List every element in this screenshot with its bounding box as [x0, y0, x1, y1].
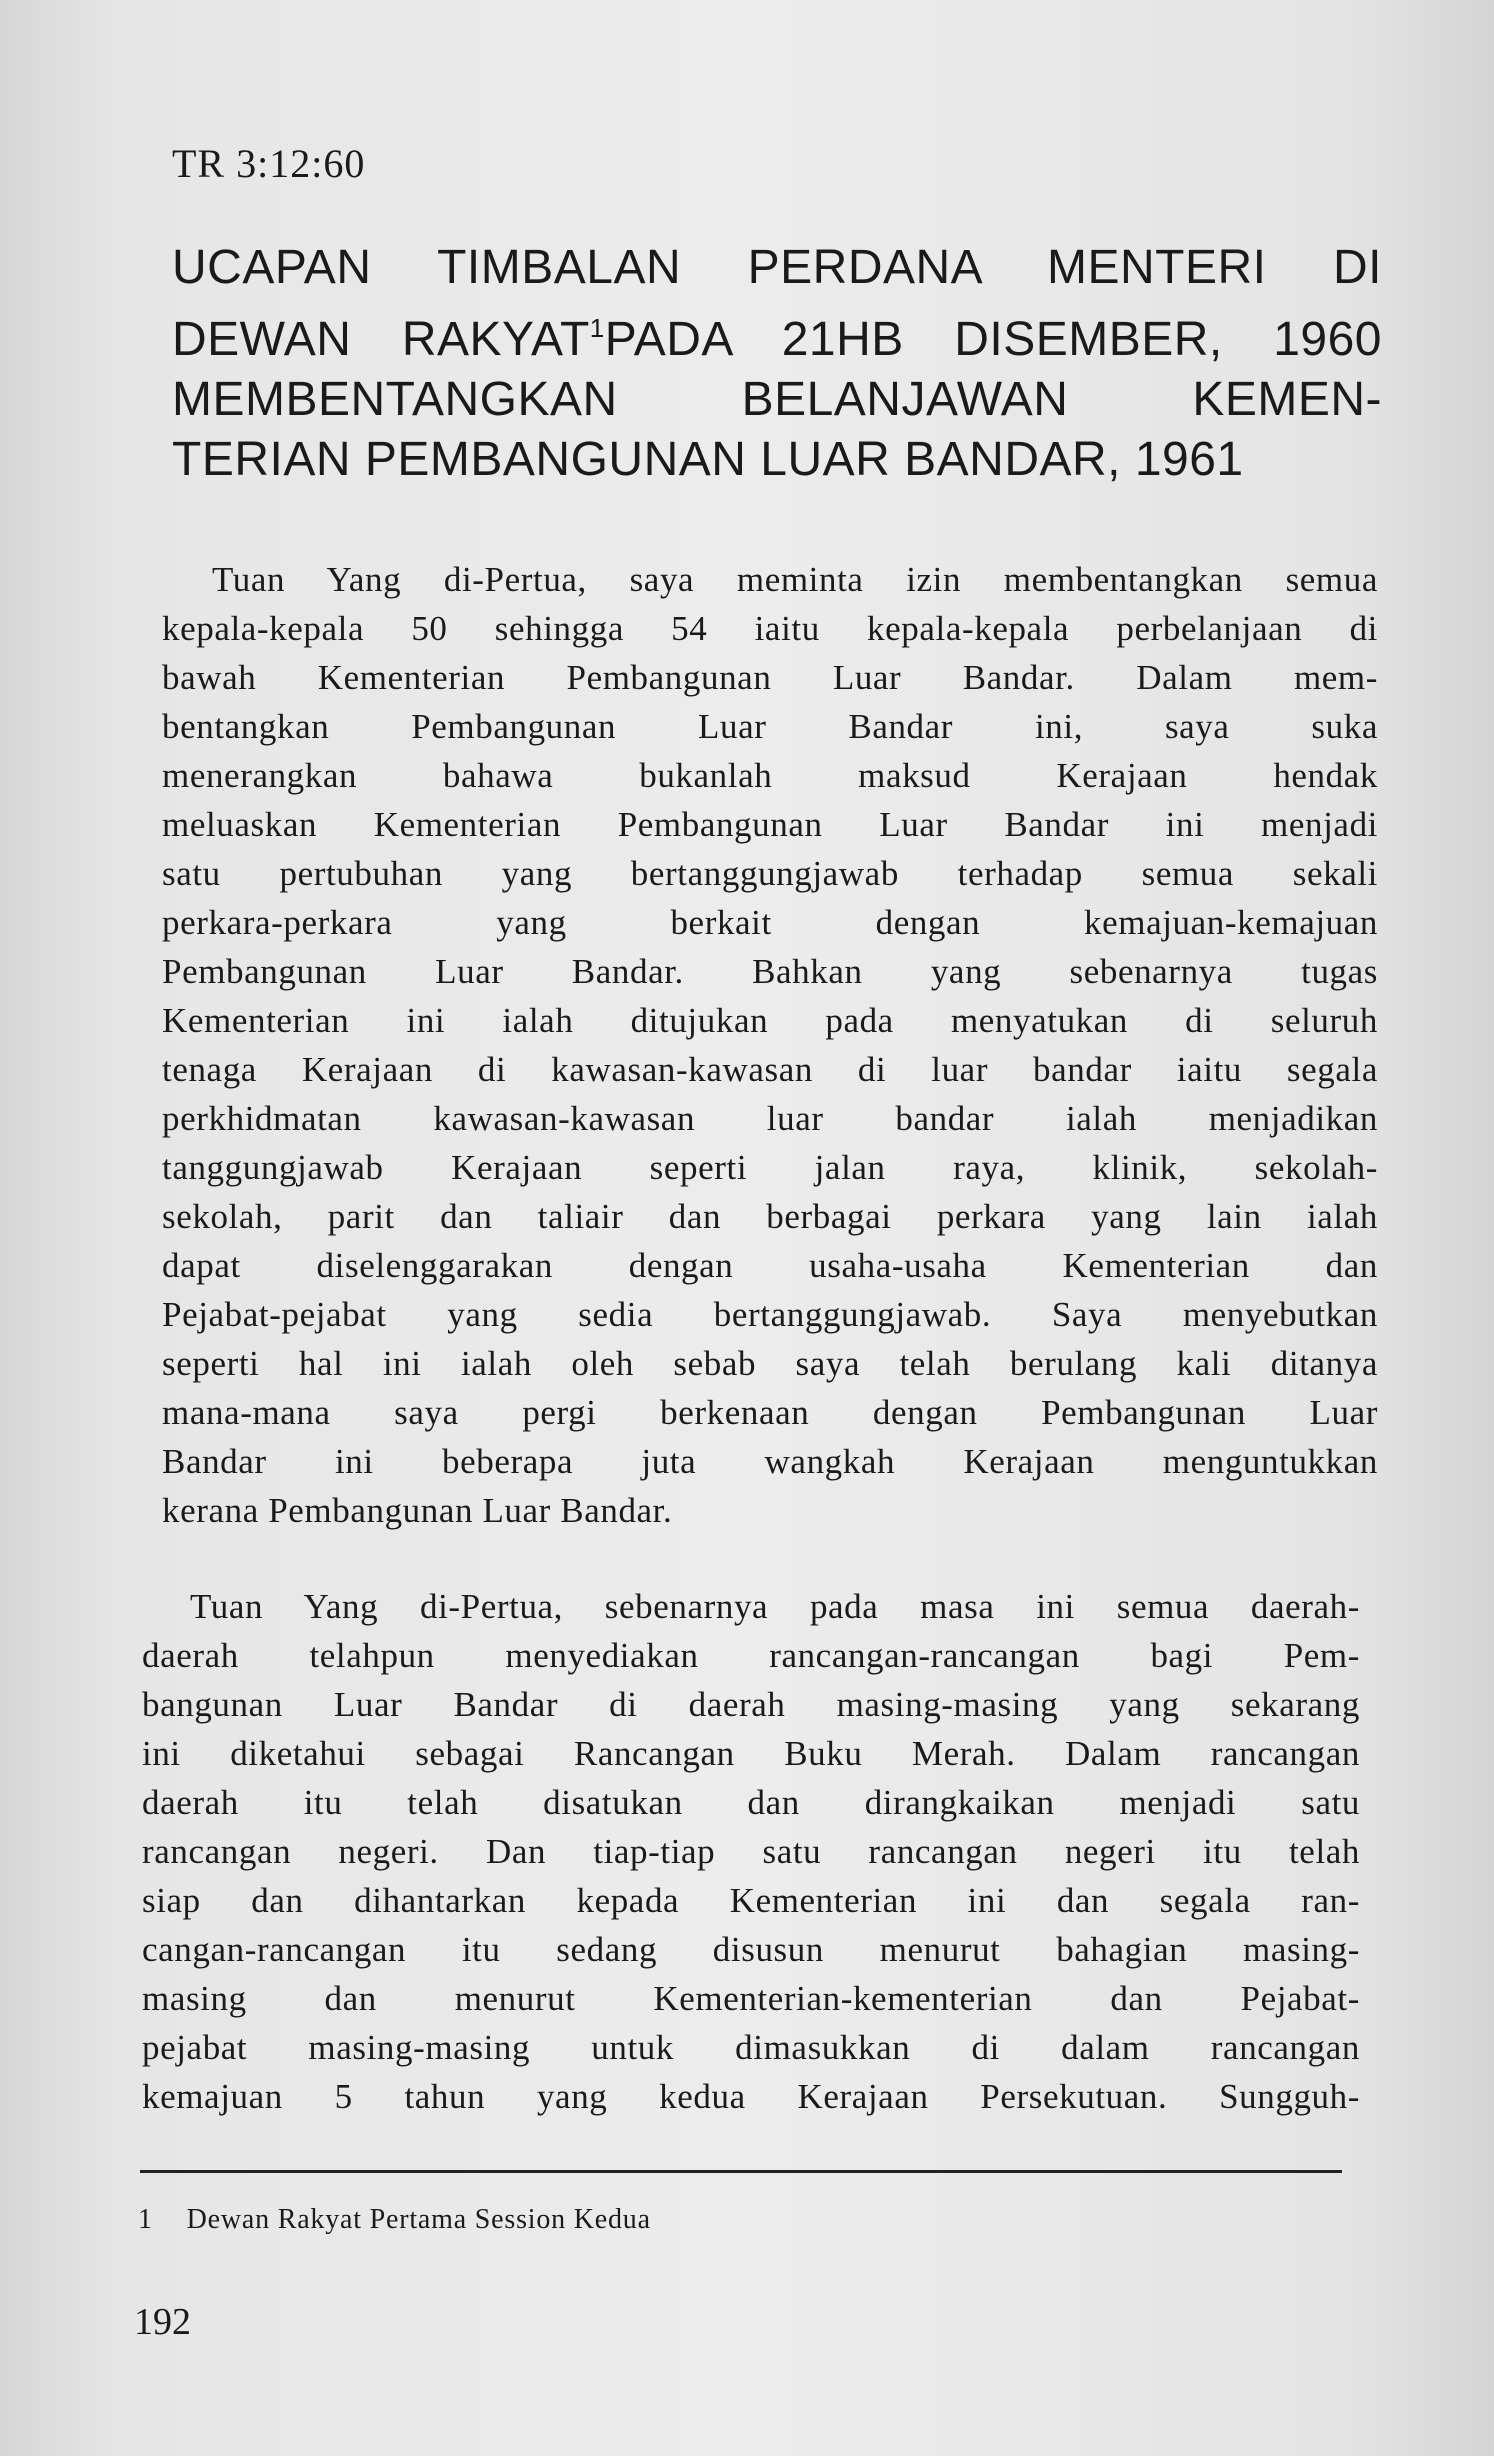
- title-line: [172, 298, 1382, 370]
- text-line: bentangkan Pembangunan Luar Bandar ini, saya suka: [162, 707, 1378, 746]
- text-line: sekolah, parit dan taliair dan berbagai perkara yang lain ialah: [162, 1197, 1378, 1236]
- text-line: daerah telahpun menyediakan rancangan-rancangan bagi Pem-: [142, 1636, 1360, 1675]
- page-number: 192: [134, 2301, 191, 2343]
- text-line: bangunan Luar Bandar di daerah masing-masing yang sekarang: [142, 1685, 1360, 1724]
- text-line: pejabat masing-masing untuk dimasukkan di dalam rancangan: [142, 2028, 1360, 2067]
- text-line: Bandar ini beberapa juta wangkah Kerajaan menguntukkan: [162, 1442, 1378, 1481]
- footnote-number: 1: [138, 2204, 153, 2235]
- text-line: dapat diselenggarakan dengan usaha-usaha Kementerian dan: [162, 1246, 1378, 1285]
- text-line: kepala-kepala 50 sehingga 54 iaitu kepala-kepala perbelanjaan di: [162, 609, 1378, 648]
- text-line: Pejabat-pejabat yang sedia bertanggungjawab. Saya menyebutkan: [162, 1295, 1378, 1334]
- title-line: TERIAN PEMBANGUNAN LUAR BANDAR, 1961: [172, 433, 1244, 486]
- text-line: menerangkan bahawa bukanlah maksud Kerajaan hendak: [162, 756, 1378, 795]
- text-line: meluaskan Kementerian Pembangunan Luar Bandar ini menjadi: [162, 805, 1378, 844]
- text-line: perkara-perkara yang berkait dengan kemajuan-kemajuan: [162, 903, 1378, 942]
- footnote: [138, 2204, 651, 2236]
- text-line: tenaga Kerajaan di kawasan-kawasan di luar bandar iaitu segala: [162, 1050, 1378, 1089]
- text-line: satu pertubuhan yang bertanggungjawab terhadap semua sekali: [162, 854, 1378, 893]
- body-paragraph-1: [162, 555, 1378, 1535]
- text-line: kerana Pembangunan Luar Bandar.: [162, 1491, 673, 1530]
- text-line: tanggungjawab Kerajaan seperti jalan raya, klinik, sekolah-: [162, 1148, 1378, 1187]
- footnote-text: Dewan Rakyat Pertama Session Kedua: [186, 2204, 651, 2235]
- title-line: UCAPAN TIMBALAN PERDANA MENTERI DI: [172, 241, 1382, 294]
- text-line: cangan-rancangan itu sedang disusun menurut bahagian masing-: [142, 1930, 1360, 1969]
- text-line: bawah Kementerian Pembangunan Luar Bandar. Dalam mem-: [162, 658, 1378, 697]
- title-line-part: PADA 21HB DISEMBER, 1960: [604, 313, 1383, 366]
- text-line: ini diketahui sebagai Rancangan Buku Merah. Dalam rancangan: [142, 1734, 1360, 1773]
- text-line: masing dan menurut Kementerian-kementerian dan Pejabat-: [142, 1979, 1360, 2018]
- text-line: Pembangunan Luar Bandar. Bahkan yang sebenarnya tugas: [162, 952, 1378, 991]
- body-paragraph-2: [142, 1582, 1360, 2121]
- footnote-marker: 1: [589, 313, 605, 343]
- footnote-divider: [140, 2170, 1342, 2173]
- text-line: mana-mana saya pergi berkenaan dengan Pembangunan Luar: [162, 1393, 1378, 1432]
- text-line: kemajuan 5 tahun yang kedua Kerajaan Persekutuan. Sungguh-: [142, 2077, 1360, 2116]
- title-line: MEMBENTANGKAN BELANJAWAN KEMEN-: [172, 373, 1382, 426]
- text-line: Tuan Yang di-Pertua, saya meminta izin membentangkan semua: [212, 560, 1378, 599]
- text-line: perkhidmatan kawasan-kawasan luar bandar ialah menjadikan: [162, 1099, 1378, 1138]
- title-line-part: DEWAN RAKYAT: [172, 313, 590, 366]
- text-line: seperti hal ini ialah oleh sebab saya telah berulang kali ditanya: [162, 1344, 1378, 1383]
- text-line: Tuan Yang di-Pertua, sebenarnya pada masa ini semua daerah-: [190, 1587, 1360, 1626]
- text-line: Kementerian ini ialah ditujukan pada menyatukan di seluruh: [162, 1001, 1378, 1040]
- text-line: daerah itu telah disatukan dan dirangkaikan menjadi satu: [142, 1783, 1360, 1822]
- text-line: siap dan dihantarkan kepada Kementerian ini dan segala ran-: [142, 1881, 1360, 1920]
- text-line: rancangan negeri. Dan tiap-tiap satu rancangan negeri itu telah: [142, 1832, 1360, 1871]
- document-reference: TR 3:12:60: [172, 141, 366, 186]
- speech-title: [172, 238, 1382, 490]
